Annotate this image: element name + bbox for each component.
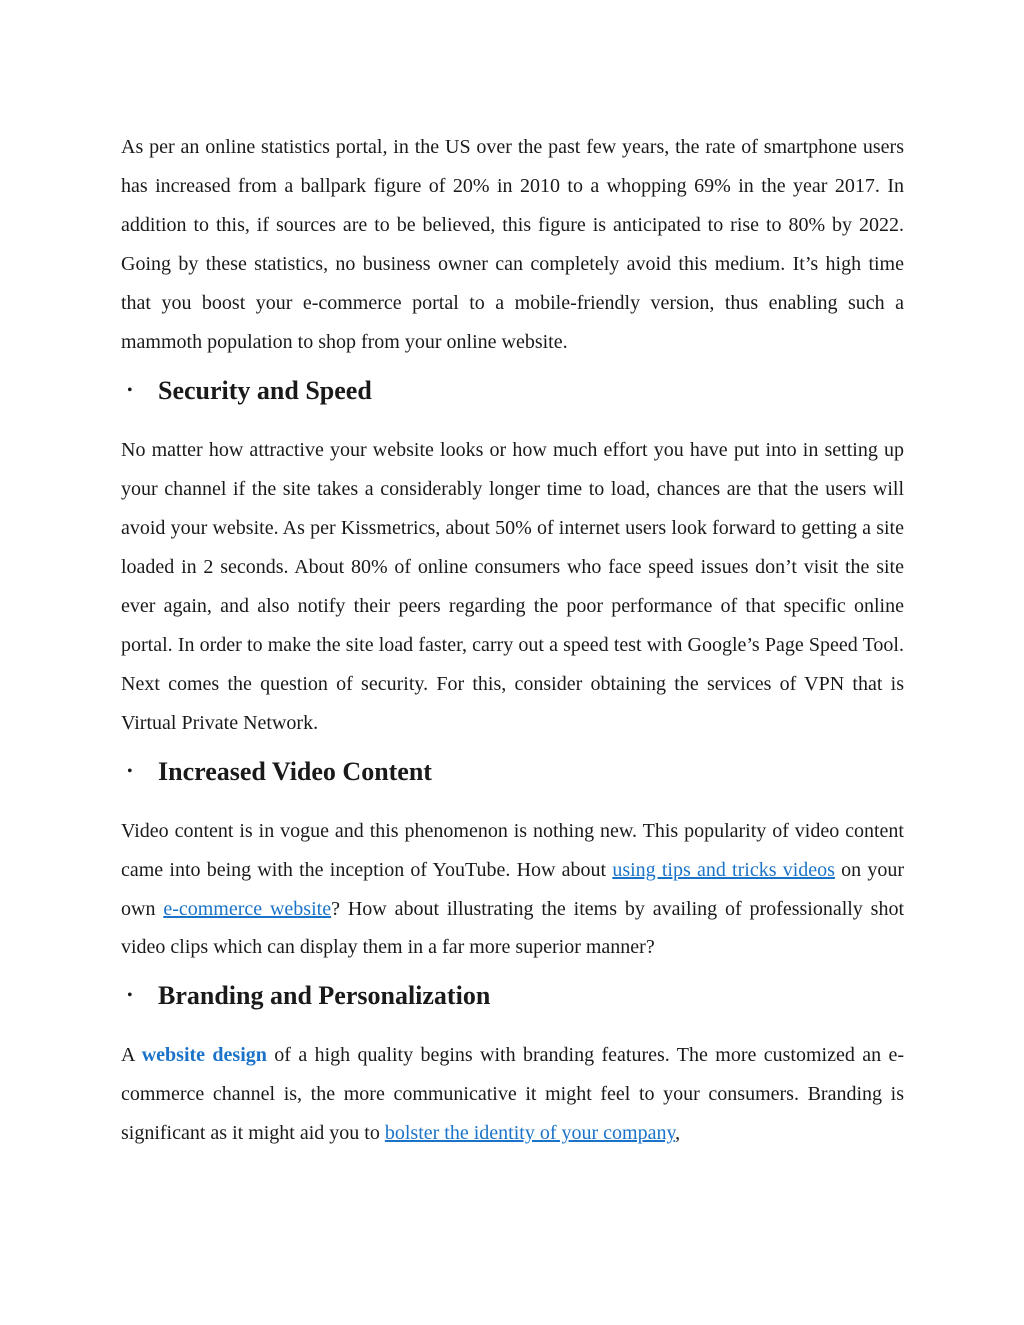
section-heading-video-content: [121, 753, 904, 791]
paragraph-text: A: [121, 1044, 142, 1067]
video-content-paragraph: [121, 812, 904, 968]
branding-paragraph: [121, 1036, 904, 1153]
heading-text: Increased Video Content: [158, 756, 432, 786]
section-heading-branding: [121, 977, 904, 1015]
security-speed-paragraph: No matter how attractive your website looks or how much effort you have put into in setting up your channel if the site takes a considerably longer time to load, chances are that the users will avoid your website. As per Kissmetrics, about 50% of internet users look forward to getting a site loaded in 2 seconds. About 80% of online consumers who face speed issues don’t visit the site ever again, and also notify their peers regarding the poor performance of that specific online portal. In order to make the site load faster, carry out a speed test with Google’s Page Speed Tool. Next comes the question of security. For this, consider obtaining the services of VPN that is Virtual Private Network.: [121, 439, 904, 734]
ecommerce-website-link[interactable]: e-commerce website: [163, 897, 332, 920]
paragraph-text: of a high quality begins with branding features. The more customized an e-commerce channel is, the more communicative it might feel to your consumers. Branding is significant as it might aid you to: [121, 1044, 904, 1145]
paragraph-text: ? How about illustrating the items by availing of professionally shot video clips which can display them in a far more superior manner?: [121, 897, 905, 959]
intro-paragraph: As per an online statistics portal, in the US over the past few years, the rate of smartphone users has increased from a ballpark figure of 20% in 2010 to a whopping 69% in the year 2017. In addition to this, if sources are to be believed, this figure is anticipated to rise to 80% by 2022. Going by these statistics, no business owner can completely avoid this medium. It’s high time that you boost your e-commerce portal to a mobile-friendly version, thus enabling such a mammoth population to shop from your online website.: [121, 136, 904, 353]
paragraph-text: ,: [675, 1122, 681, 1145]
bullet-icon: •: [127, 987, 133, 1005]
heading-text: Security and Speed: [158, 376, 372, 406]
paragraph-text: on your own: [121, 858, 904, 920]
document-page: [121, 128, 904, 1153]
section-heading-security-speed: [121, 372, 904, 410]
tips-tricks-videos-link[interactable]: using tips and tricks videos: [612, 858, 835, 881]
bullet-icon: •: [127, 382, 133, 400]
paragraph-text: Video content is in vogue and this phenomenon is nothing new. This popularity of video content came into being with the inception of YouTube. How about: [121, 819, 904, 881]
heading-text: Branding and Personalization: [158, 981, 491, 1011]
bullet-icon: •: [127, 762, 133, 780]
website-design-link[interactable]: website design: [141, 1044, 267, 1067]
bolster-identity-link[interactable]: bolster the identity of your company: [384, 1122, 676, 1145]
